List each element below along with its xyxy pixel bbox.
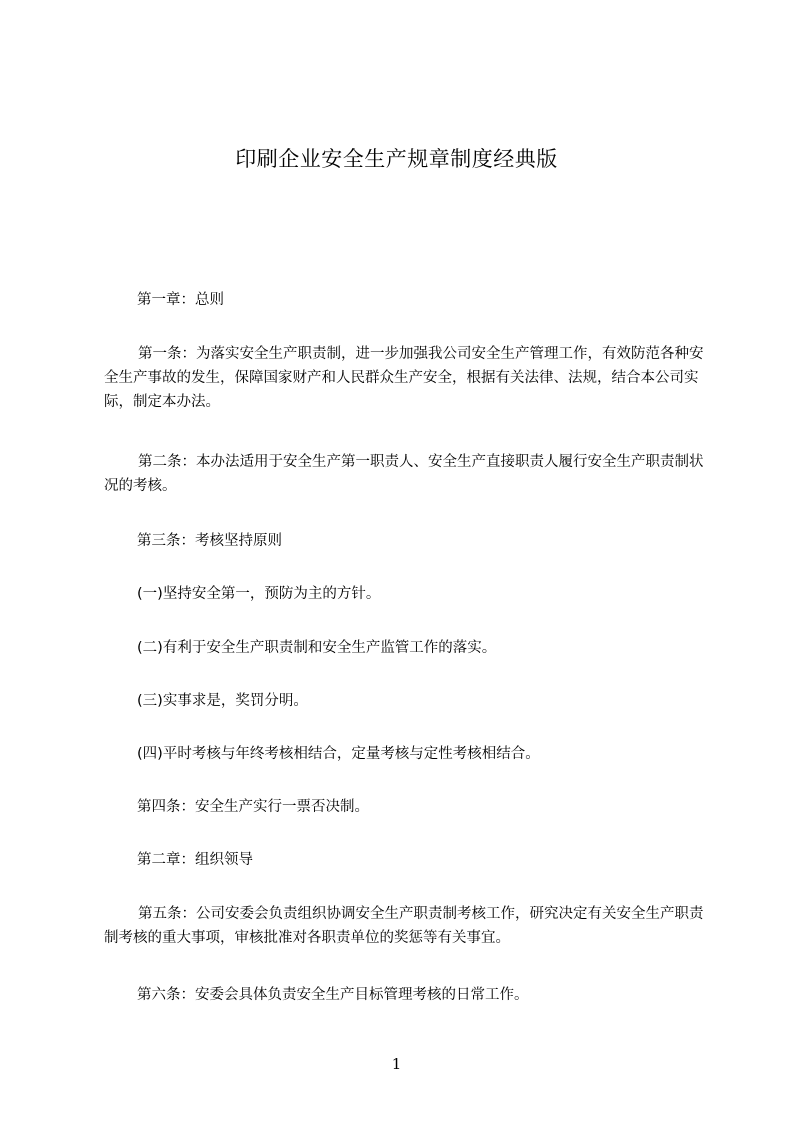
page-number: 1 (391, 1055, 402, 1073)
article-2: 第二条：本办法适用于安全生产第一职责人、安全生产直接职责人履行安全生产职责制状况的考核。 (104, 454, 704, 494)
article-3: 第三条：考核坚持原则 (137, 533, 282, 549)
principle-4: (四)平时考核与年终考核相结合，定量考核与定性考核相结合。 (137, 746, 540, 762)
principle-2: (二)有利于安全生产职责制和安全生产监管工作的落实。 (137, 640, 497, 656)
article-4: 第四条：安全生产实行一票否决制。 (137, 799, 369, 815)
chapter-heading-2: 第二章：组织领导 (137, 852, 253, 868)
principle-3: (三)实事求是，奖罚分明。 (137, 693, 308, 709)
principle-1: (一)坚持安全第一，预防为主的方针。 (137, 586, 381, 602)
article-5: 第五条：公司安委会负责组织协调安全生产职责制考核工作，研究决定有关安全生产职责制考核的重大事项，审核批准对各职责单位的奖惩等有关事宜。 (104, 906, 704, 946)
document-title: 印刷企业安全生产规章制度经典版 (235, 147, 558, 171)
article-1: 第一条：为落实安全生产职责制，进一步加强我公司安全生产管理工作，有效防范各种安全生产事故的发生，保障国家财产和人民群众生产安全，根据有关法律、法规，结合本公司实际，制定本办法。 (104, 346, 704, 410)
chapter-heading-1: 第一章：总则 (137, 292, 224, 308)
article-6: 第六条：安委会具体负责安全生产目标管理考核的日常工作。 (137, 987, 529, 1003)
